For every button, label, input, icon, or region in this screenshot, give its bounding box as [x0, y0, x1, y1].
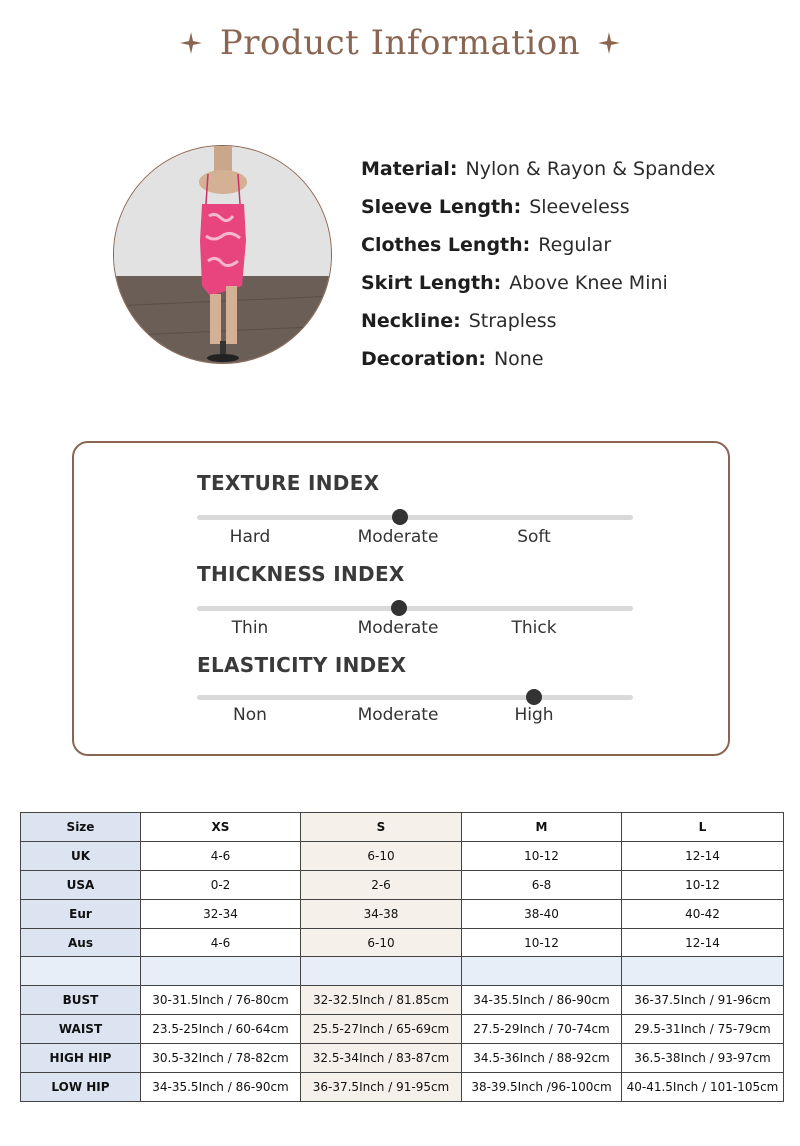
product-photo — [113, 145, 332, 364]
index-track — [197, 515, 633, 520]
spec-value: Above Knee Mini — [509, 272, 668, 294]
table-cell — [462, 957, 622, 986]
table-cell: 32.5-34Inch / 83-87cm — [301, 1044, 462, 1073]
table-header-row — [21, 813, 784, 842]
table-row — [21, 1015, 784, 1044]
table-header-cell: Size — [21, 813, 141, 842]
table-cell: 27.5-29Inch / 70-74cm — [462, 1015, 622, 1044]
table-cell: 30.5-32Inch / 78-82cm — [141, 1044, 301, 1073]
spec-row-decoration — [361, 340, 781, 378]
table-row — [21, 1044, 784, 1073]
table-cell: 2-6 — [301, 870, 462, 899]
table-cell: 30-31.5Inch / 76-80cm — [141, 986, 301, 1015]
table-row — [21, 899, 784, 928]
table-cell — [622, 957, 784, 986]
index-track — [197, 606, 633, 611]
table-row-header: USA — [21, 870, 141, 899]
table-cell — [141, 957, 301, 986]
index-label: Thin — [231, 618, 269, 638]
table-row-header: UK — [21, 841, 141, 870]
spec-value: Nylon & Rayon & Spandex — [465, 158, 716, 180]
table-cell: 36.5-38Inch / 93-97cm — [622, 1044, 784, 1073]
table-cell: 34-38 — [301, 899, 462, 928]
table-cell: 32-34 — [141, 899, 301, 928]
index-label: Moderate — [357, 527, 439, 547]
table-row-header: BUST — [21, 986, 141, 1015]
table-row-header: Aus — [21, 928, 141, 957]
table-row — [21, 986, 784, 1015]
table-cell: 4-6 — [141, 928, 301, 957]
table-cell: 25.5-27Inch / 65-69cm — [301, 1015, 462, 1044]
spec-list — [361, 150, 781, 378]
table-row-header: HIGH HIP — [21, 1044, 141, 1073]
table-cell: 10-12 — [622, 870, 784, 899]
spec-row-sleeve-length — [361, 188, 781, 226]
table-cell: 4-6 — [141, 841, 301, 870]
spec-label: Sleeve Length: — [361, 196, 522, 218]
spec-value: Sleeveless — [529, 196, 630, 218]
table-cell: 6-8 — [462, 870, 622, 899]
table-cell: 6-10 — [301, 928, 462, 957]
table-header-cell: XS — [141, 813, 301, 842]
index-title: TEXTURE INDEX — [197, 471, 380, 495]
table-cell: 34-35.5Inch / 86-90cm — [462, 986, 622, 1015]
table-cell: 12-14 — [622, 928, 784, 957]
index-label: Hard — [229, 527, 271, 547]
sparkle-icon — [598, 32, 620, 54]
table-cell: 0-2 — [141, 870, 301, 899]
index-marker — [391, 600, 407, 616]
table-spacer-row — [21, 957, 784, 986]
table-cell: 40-42 — [622, 899, 784, 928]
table-row-header: LOW HIP — [21, 1073, 141, 1102]
spec-row-clothes-length — [361, 226, 781, 264]
index-label: High — [514, 705, 554, 725]
index-track — [197, 695, 633, 700]
table-row — [21, 841, 784, 870]
page-title: Product Information — [219, 23, 581, 63]
spec-value: Regular — [538, 234, 612, 256]
table-cell: 34.5-36Inch / 88-92cm — [462, 1044, 622, 1073]
index-label: Moderate — [357, 618, 439, 638]
table-row-header — [21, 957, 141, 986]
table-cell: 10-12 — [462, 928, 622, 957]
table-cell: 23.5-25Inch / 60-64cm — [141, 1015, 301, 1044]
table-row — [21, 870, 784, 899]
index-title: THICKNESS INDEX — [197, 562, 405, 586]
spec-label: Material: — [361, 158, 458, 180]
fabric-index-panel — [72, 441, 730, 756]
table-row — [21, 928, 784, 957]
table-cell: 29.5-31Inch / 75-79cm — [622, 1015, 784, 1044]
spec-row-material — [361, 150, 781, 188]
table-cell: 34-35.5Inch / 86-90cm — [141, 1073, 301, 1102]
index-marker — [526, 689, 542, 705]
thickness-index — [197, 562, 633, 642]
table-row-header: Eur — [21, 899, 141, 928]
spec-label: Clothes Length: — [361, 234, 531, 256]
table-cell: 38-40 — [462, 899, 622, 928]
table-cell: 12-14 — [622, 841, 784, 870]
sparkle-icon — [180, 32, 202, 54]
spec-row-skirt-length — [361, 264, 781, 302]
spec-value: None — [493, 348, 544, 370]
size-chart-table — [20, 812, 784, 1102]
table-cell: 32-32.5Inch / 81.85cm — [301, 986, 462, 1015]
table-row-header: WAIST — [21, 1015, 141, 1044]
table-header-cell: L — [622, 813, 784, 842]
index-marker — [392, 509, 408, 525]
table-cell: 36-37.5Inch / 91-95cm — [301, 1073, 462, 1102]
table-cell: 40-41.5Inch / 101-105cm — [622, 1073, 784, 1102]
texture-index — [197, 471, 633, 551]
table-row — [21, 1073, 784, 1102]
table-header-cell: S — [301, 813, 462, 842]
index-label: Non — [233, 705, 267, 725]
table-cell: 10-12 — [462, 841, 622, 870]
index-label: Soft — [517, 527, 551, 547]
index-label: Thick — [511, 618, 557, 638]
header — [0, 18, 800, 68]
spec-label: Decoration: — [361, 348, 486, 370]
table-cell: 6-10 — [301, 841, 462, 870]
index-title: ELASTICITY INDEX — [197, 653, 407, 677]
spec-label: Skirt Length: — [361, 272, 502, 294]
spec-row-neckline — [361, 302, 781, 340]
table-cell: 36-37.5Inch / 91-96cm — [622, 986, 784, 1015]
table-cell: 38-39.5Inch /96-100cm — [462, 1073, 622, 1102]
spec-value: Strapless — [468, 310, 557, 332]
spec-label: Neckline: — [361, 310, 461, 332]
table-cell — [301, 957, 462, 986]
elasticity-index — [197, 653, 633, 733]
index-label: Moderate — [357, 705, 439, 725]
table-header-cell: M — [462, 813, 622, 842]
